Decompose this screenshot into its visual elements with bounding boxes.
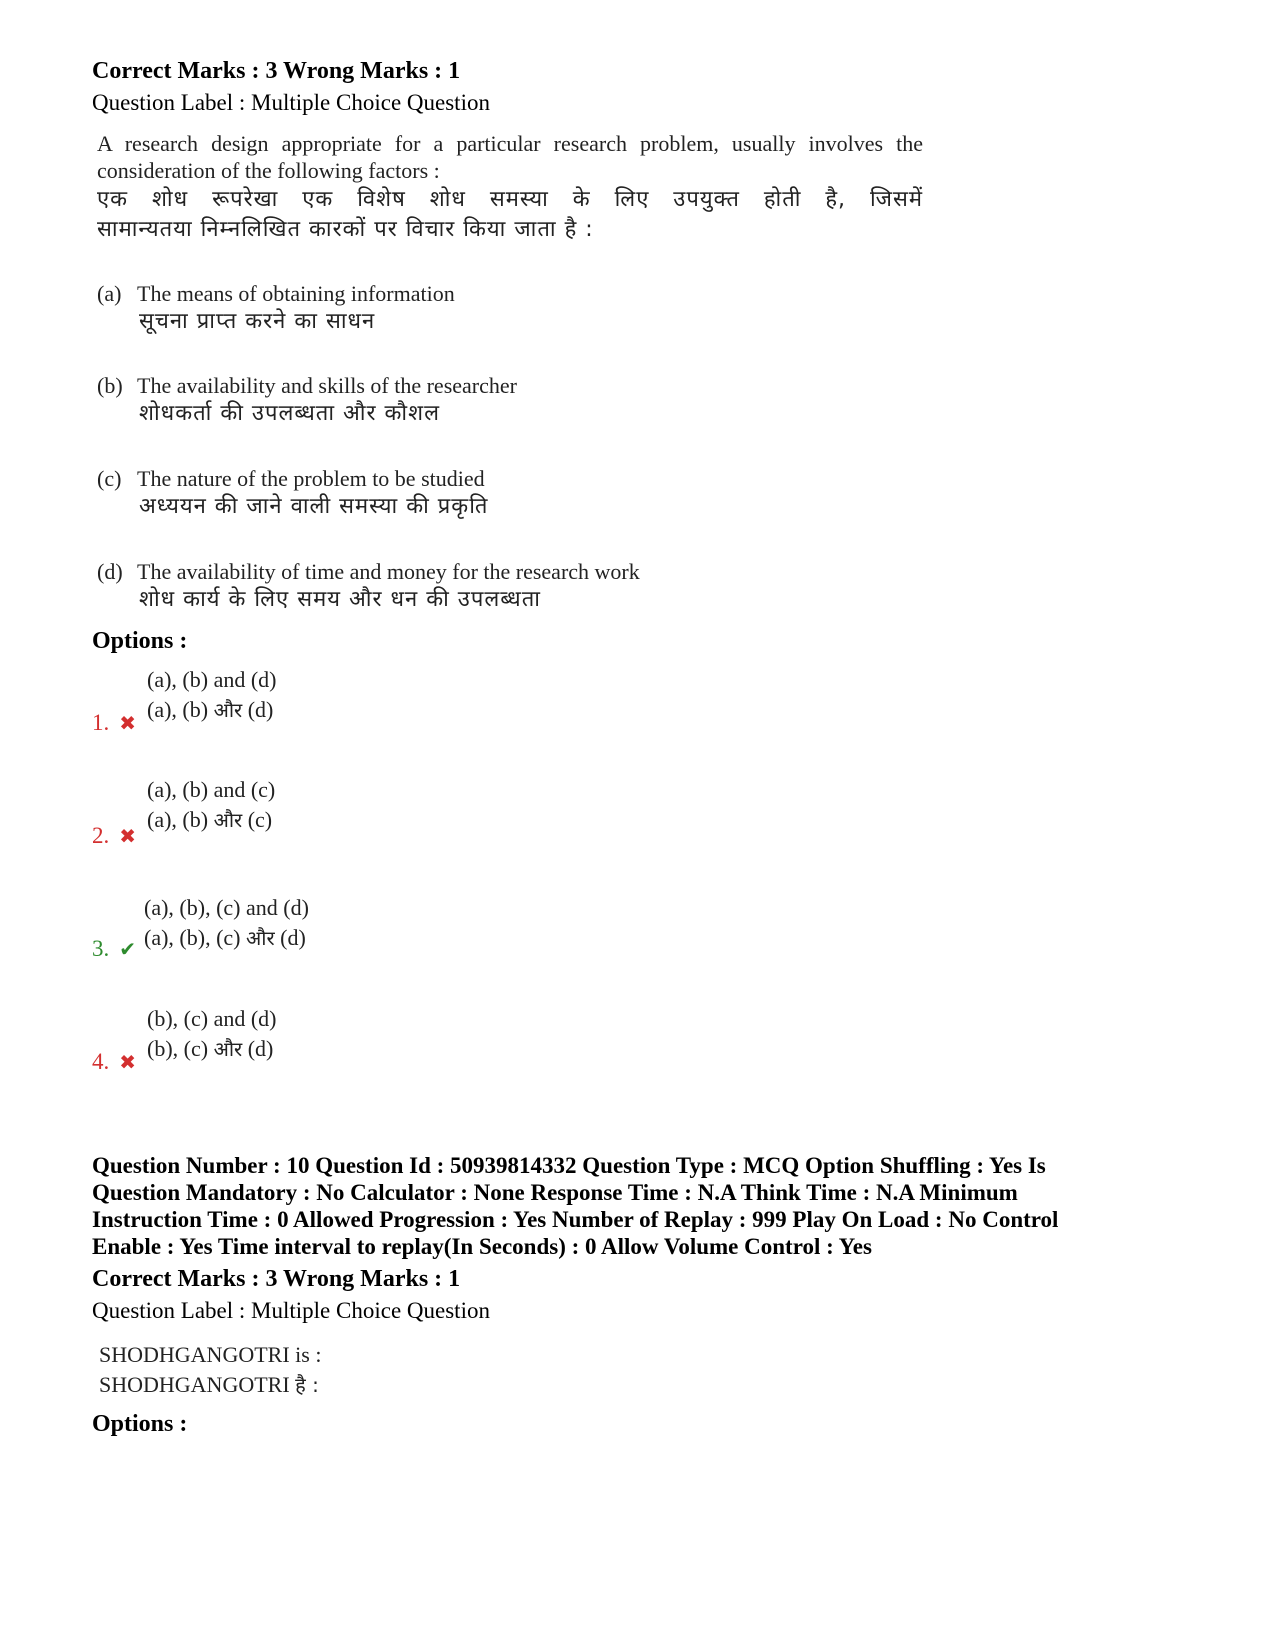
q9-marks: Correct Marks : 3 Wrong Marks : 1: [92, 58, 461, 84]
cross-icon: ✖: [119, 713, 137, 735]
item-text-hi: शोधकर्ता की उपलब्धता और कौशल: [139, 401, 441, 426]
item-text-hi: सूचना प्राप्त करने का साधन: [139, 309, 376, 334]
q9-stem-hi-line2: सामान्यतया निम्नलिखित कारकों पर विचार किया जाता है :: [97, 217, 594, 242]
q9-stem-hi-line1: एक शोध रूपरेखा एक विशेष शोध समस्या के लिए उपयुक्त होती है, जिसमें: [97, 187, 923, 212]
q10-marks: Correct Marks : 3 Wrong Marks : 1: [92, 1266, 461, 1292]
item-text-hi: अध्ययन की जाने वाली समस्या की प्रकृति: [139, 494, 489, 519]
q9-item-b: [97, 372, 517, 429]
option-text-en: (a), (b) and (c): [147, 777, 276, 802]
item-marker: (a): [97, 281, 122, 306]
q9-item-c: [97, 465, 488, 522]
item-text-en: The availability and skills of the researcher: [137, 373, 517, 398]
q10-stem-en: SHODHGANGOTRI is :: [99, 1342, 322, 1367]
item-text-en: The availability of time and money for the research work: [137, 559, 640, 584]
q9-stem-en-line2: consideration of the following factors :: [97, 158, 440, 183]
q10-meta: Question Number : 10 Question Id : 50939814332 Question Type : MCQ Option Shuffling : Yes Is Question Mandatory : No Calculator : None Response Time : N.A Think Time : N.A Minimum Instruction Time : 0 Allowed Progression : Yes Number of Replay : 999 Play On Load : No Control Enable : Yes Time interval to replay(In Seconds) : 0 Allow Volume Control : Yes: [92, 1153, 1059, 1259]
option-text-hi: (b), (c) और (d): [147, 1036, 274, 1061]
option-number: 1.: [92, 710, 110, 735]
option-1-marker[interactable]: [92, 710, 136, 736]
q9-stem-en-line1: A research design appropriate for a particular research problem, usually involves the: [97, 131, 923, 156]
item-marker: (c): [97, 466, 122, 491]
option-text-hi: (a), (b) और (d): [147, 697, 274, 722]
item-text-en: The means of obtaining information: [137, 281, 455, 306]
option-number: 2.: [92, 823, 110, 848]
item-marker: (d): [97, 559, 123, 584]
q10-stem-hi: SHODHGANGOTRI है :: [99, 1372, 319, 1397]
item-marker: (b): [97, 373, 123, 398]
q10-question-label: Question Label : Multiple Choice Question: [92, 1298, 490, 1323]
option-text-en: (a), (b), (c) and (d): [144, 895, 309, 920]
cross-icon: ✖: [119, 1052, 137, 1074]
option-4-content[interactable]: [147, 1004, 277, 1064]
item-text-hi: शोध कार्य के लिए समय और धन की उपलब्धता: [139, 587, 541, 612]
option-number: 4.: [92, 1049, 110, 1074]
option-number: 3.: [92, 936, 110, 961]
cross-icon: ✖: [119, 826, 137, 848]
option-text-hi: (a), (b) और (c): [147, 807, 273, 832]
q9-item-d: [97, 558, 640, 615]
option-text-hi: (a), (b), (c) और (d): [144, 925, 306, 950]
option-3-marker[interactable]: [92, 936, 136, 962]
check-icon: ✔: [119, 939, 137, 961]
option-4-marker[interactable]: [92, 1049, 136, 1075]
option-text-en: (b), (c) and (d): [147, 1006, 277, 1031]
option-2-content[interactable]: [147, 775, 275, 835]
q9-options-heading: Options :: [92, 628, 188, 654]
q9-stem: [97, 130, 923, 245]
q9-item-a: [97, 280, 455, 337]
option-text-en: (a), (b) and (d): [147, 667, 277, 692]
option-1-content[interactable]: [147, 665, 277, 725]
item-text-en: The nature of the problem to be studied: [137, 466, 485, 491]
q10-stem: [99, 1340, 321, 1400]
option-3-content[interactable]: [144, 893, 309, 953]
q9-question-label: Question Label : Multiple Choice Question: [92, 90, 490, 115]
option-2-marker[interactable]: [92, 823, 136, 849]
q10-options-heading: Options :: [92, 1411, 188, 1437]
